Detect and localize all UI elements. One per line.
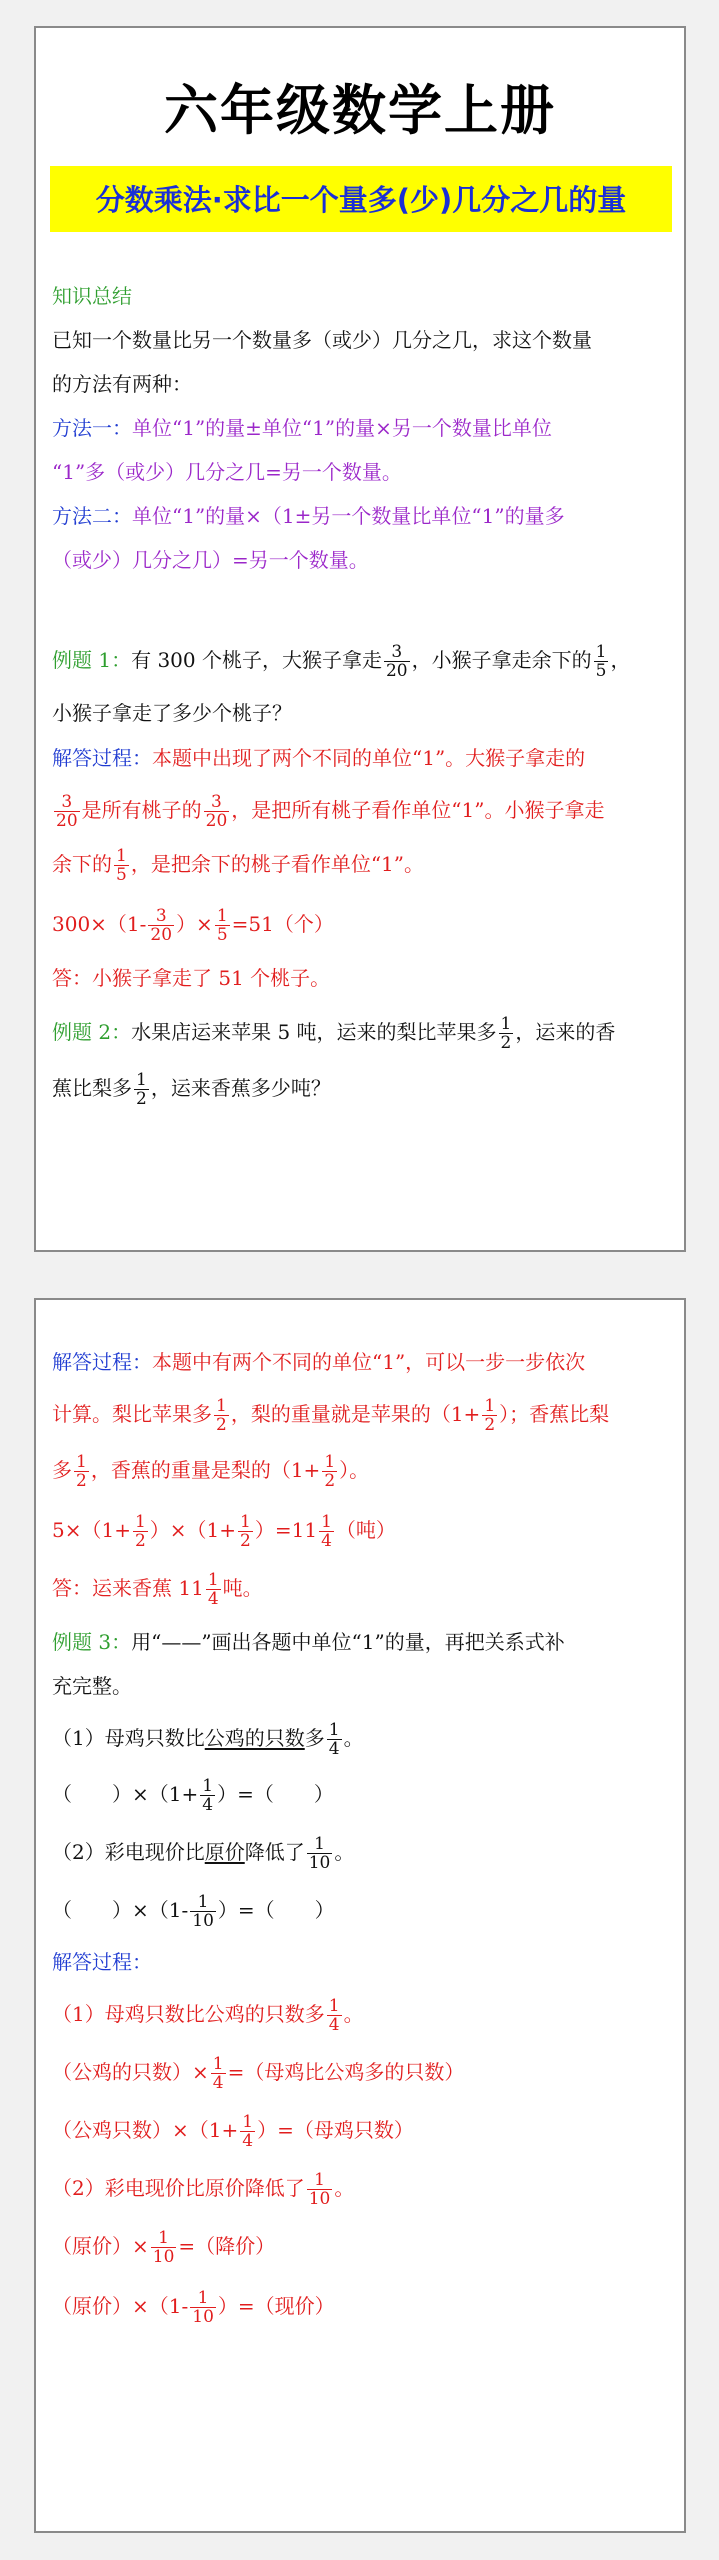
fraction: $\frac{3}{20}$ (385, 642, 408, 681)
ex2-answer: 答：运来香蕉 11 $\frac{1}{4}$ 吨。 (52, 1570, 263, 1609)
fraction: $\frac{1}{4}$ (328, 1996, 340, 2035)
fraction: $\frac{1}{4}$ (202, 1776, 214, 1815)
knowledge-intro-1: 已知一个数量比另一个数量多（或少）几分之几，求这个数量 (52, 328, 592, 352)
ex1-answer: 答：小猴子拿走了 51 个桃子。 (52, 966, 331, 990)
ex3-answer-5: （原价）× $\frac{1}{10}$ =（降价） (52, 2228, 276, 2267)
ex3-answer-3: （公鸡只数）×（1+ $\frac{1}{4}$ ）=（母鸡只数） (52, 2112, 414, 2151)
fraction: $\frac{1}{10}$ (308, 1834, 331, 1873)
method-1-text: 单位“1”的量±单位“1”的量×另一个数量比单位 (132, 416, 552, 440)
fraction: $\frac{1}{2}$ (216, 1396, 227, 1435)
fraction: $\frac{1}{10}$ (192, 2288, 214, 2327)
fraction: $\frac{1}{2}$ (76, 1452, 87, 1491)
fraction: $\frac{1}{10}$ (152, 2228, 175, 2267)
ex1-text: ，小猴子拿走余下的 (411, 648, 592, 672)
ex3-answer-1: （1）母鸡只数比公鸡的只数多 $\frac{1}{4}$ 。 (52, 1996, 364, 2035)
ex2-solution-line-3: 多 $\frac{1}{2}$ ，香蕉的重量是梨的（1+ $\frac{1}{2}$ ）。 (52, 1452, 370, 1491)
ex1-solution-line-2: $\frac{3}{20}$ 是所有桃子的 $\frac{3}{20}$ ，是把所有桃子看作单位“1”。小猴子拿走 (56, 792, 605, 831)
ex2-calculation: 5×（1+ $\frac{1}{2}$ ）×（1+ $\frac{1}{2}$ ）=11 $\frac{1}{4}$ （吨） (52, 1512, 396, 1551)
fraction: $\frac{1}{10}$ (192, 1892, 214, 1931)
ex3-q2: （2）彩电现价比原价降低了 $\frac{1}{10}$ 。 (52, 1834, 355, 1873)
fraction: $\frac{1}{4}$ (212, 2054, 224, 2093)
fraction: $\frac{1}{2}$ (240, 1512, 251, 1551)
method-2-text: 单位“1”的量×（1±另一个数量比单位“1”的量多 (132, 504, 565, 528)
fraction: $\frac{1}{4}$ (242, 2112, 254, 2151)
ex1-solution-text: 本题中出现了两个不同的单位“1”。大猴子拿走的 (152, 746, 586, 770)
method-2-line-2: （或少）几分之几）=另一个数量。 (52, 548, 369, 572)
page-card-1 (34, 26, 686, 1252)
method-1-line-1 (52, 408, 552, 448)
fraction: $\frac{1}{4}$ (328, 1720, 340, 1759)
fraction: $\frac{3}{20}$ (205, 792, 228, 831)
ex3-q1: （1）母鸡只数比公鸡的只数多 $\frac{1}{4}$ 。 (52, 1720, 364, 1759)
ex3-q2-equation: （ ）×（1- $\frac{1}{10}$ ）=（ ） (52, 1892, 335, 1931)
ex3-answer-6: （原价）×（1- $\frac{1}{10}$ ）=（现价） (52, 2288, 335, 2327)
ex1-solution-line-1 (52, 738, 585, 778)
ex3-label: 例题 3： (52, 1630, 132, 1654)
ex3-solution-label: 解答过程： (52, 1950, 152, 1974)
fraction: $\frac{1}{10}$ (308, 2170, 331, 2209)
fraction: $\frac{3}{20}$ (56, 792, 78, 831)
fraction: $\frac{1}{2}$ (136, 1070, 147, 1109)
fraction: $\frac{1}{2}$ (324, 1452, 336, 1491)
ex2-question-line-1: 例题 2：水果店运来苹果 5 吨，运来的梨比苹果多 $\frac{1}{2}$ ，运来的香 (52, 1014, 616, 1053)
ex2-question-line-2: 蕉比梨多 $\frac{1}{2}$ ，运来香蕉多少吨？ (52, 1070, 331, 1109)
ex1-text: 有 300 个桃子，大猴子拿走 (131, 648, 382, 672)
page-title: 六年级数学上册 (164, 79, 556, 142)
ex3-q1-equation: （ ）×（1+ $\frac{1}{4}$ ）=（ ） (52, 1776, 334, 1815)
ex3-answer-2: （公鸡的只数）× $\frac{1}{4}$ =（母鸡比公鸡多的只数） (52, 2054, 465, 2093)
ex1-solution-line-3: 余下的 $\frac{1}{5}$ ，是把余下的桃子看作单位“1”。 (52, 846, 425, 885)
method-2-line-1 (52, 496, 565, 536)
fraction: $\frac{1}{2}$ (134, 1512, 146, 1551)
ex2-label: 例题 2： (52, 1020, 132, 1044)
ex1-calculation: 300×（1- $\frac{3}{20}$ ）× $\frac{1}{5}$ =51（个） (52, 906, 334, 945)
fraction: $\frac{1}{2}$ (484, 1396, 496, 1435)
ex3-question-line-2: 充完整。 (52, 1674, 132, 1698)
ex3-question-line-1: 例题 3：用“——”画出各题中单位“1”的量，再把关系式补 (52, 1630, 565, 1654)
ex1-solution-label: 解答过程： (52, 746, 152, 770)
fraction: $\frac{1}{5}$ (595, 642, 607, 681)
ex1-question-line-2: 小猴子拿走了多少个桃子？ (52, 701, 292, 725)
unit-one-underline: 原价 (204, 1840, 245, 1864)
fraction: $\frac{1}{5}$ (116, 846, 127, 885)
subtitle: 分数乘法·求比一个量多(少)几分之几的量 (95, 183, 627, 217)
ex3-answer-4: （2）彩电现价比原价降低了 $\frac{1}{10}$ 。 (52, 2170, 355, 2209)
ex1-text: ， (610, 648, 631, 672)
ex1-question-line-1 (52, 640, 630, 680)
ex1-label: 例题 1： (52, 648, 132, 672)
unit-one-underline: 公鸡的只数 (204, 1726, 305, 1750)
knowledge-intro-2: 的方法有两种： (52, 372, 192, 396)
method-1-label: 方法一： (52, 416, 132, 440)
fraction: $\frac{1}{4}$ (321, 1512, 332, 1551)
ex2-solution-line-2: 计算。梨比苹果多 $\frac{1}{2}$ ，梨的重量就是苹果的（1+ $\frac{1}{2}$ ）；香蕉比梨 (52, 1396, 610, 1435)
method-2-label: 方法二： (52, 504, 132, 528)
ex2-solution-line-1: 解答过程：本题中有两个不同的单位“1”，可以一步一步依次 (52, 1350, 586, 1374)
fraction: $\frac{1}{2}$ (500, 1014, 512, 1053)
method-1-line-2: “1”多（或少）几分之几=另一个数量。 (52, 460, 402, 484)
page-card-2 (34, 1298, 686, 2533)
fraction: $\frac{1}{5}$ (216, 906, 228, 945)
fraction: $\frac{1}{4}$ (207, 1570, 219, 1609)
fraction: $\frac{3}{20}$ (150, 906, 173, 945)
knowledge-heading: 知识总结 (52, 284, 132, 308)
ex2-solution-label: 解答过程： (52, 1350, 152, 1374)
